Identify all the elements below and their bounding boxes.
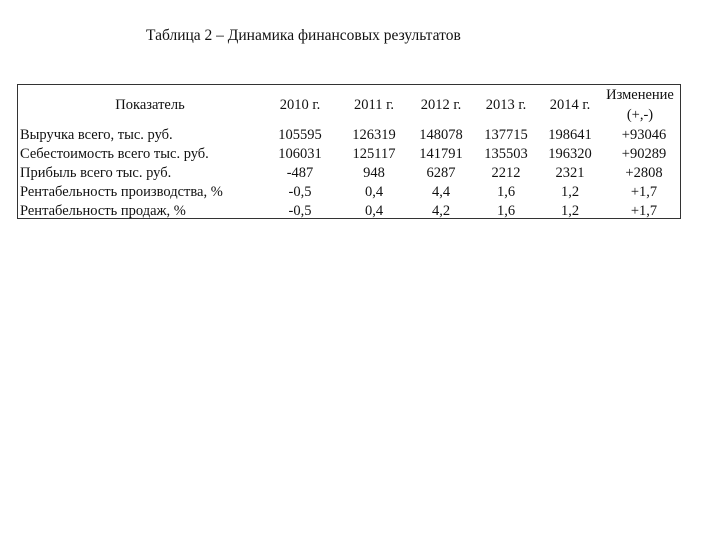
row-label: Себестоимость всего тыс. руб. bbox=[20, 146, 209, 162]
cell-2012: 141791 bbox=[419, 146, 463, 162]
header-change-line2: (+,-) bbox=[626, 107, 654, 123]
header-year-2011: 2011 г. bbox=[353, 97, 395, 113]
cell-2014: 1,2 bbox=[560, 203, 580, 219]
cell-2011: 0,4 bbox=[364, 203, 384, 219]
row-label: Выручка всего, тыс. руб. bbox=[20, 127, 173, 143]
cell-2012: 4,4 bbox=[431, 184, 451, 200]
cell-2013: 1,6 bbox=[496, 184, 516, 200]
cell-2014: 1,2 bbox=[560, 184, 580, 200]
cell-2014: 198641 bbox=[548, 127, 592, 143]
cell-2012: 4,2 bbox=[431, 203, 451, 219]
cell-change: +1,7 bbox=[630, 203, 658, 219]
header-indicator: Показатель bbox=[115, 97, 185, 113]
cell-2012: 148078 bbox=[419, 127, 463, 143]
cell-2010: -487 bbox=[286, 165, 314, 181]
cell-2010: -0,5 bbox=[288, 184, 312, 200]
cell-2010: -0,5 bbox=[288, 203, 312, 219]
row-label: Прибыль всего тыс. руб. bbox=[20, 165, 172, 181]
cell-2013: 1,6 bbox=[496, 203, 516, 219]
cell-2010: 106031 bbox=[278, 146, 322, 162]
cell-2014: 2321 bbox=[555, 165, 585, 181]
cell-2012: 6287 bbox=[426, 165, 456, 181]
cell-2013: 135503 bbox=[484, 146, 528, 162]
header-year-2010: 2010 г. bbox=[279, 97, 321, 113]
cell-change: +1,7 bbox=[630, 184, 658, 200]
header-year-2014: 2014 г. bbox=[549, 97, 591, 113]
header-change-line1: Изменение bbox=[606, 87, 674, 103]
cell-2011: 0,4 bbox=[364, 184, 384, 200]
cell-2011: 125117 bbox=[352, 146, 396, 162]
row-label: Рентабельность продаж, % bbox=[20, 203, 186, 219]
cell-2011: 126319 bbox=[352, 127, 396, 143]
cell-2013: 2212 bbox=[491, 165, 521, 181]
cell-change: +90289 bbox=[621, 146, 667, 162]
cell-change: +93046 bbox=[621, 127, 667, 143]
header-year-2012: 2012 г. bbox=[420, 97, 462, 113]
cell-2011: 948 bbox=[363, 165, 385, 181]
cell-2013: 137715 bbox=[484, 127, 528, 143]
cell-2010: 105595 bbox=[278, 127, 322, 143]
table-title: Таблица 2 – Динамика финансовых результатов bbox=[146, 27, 461, 44]
row-label: Рентабельность производства, % bbox=[20, 184, 223, 200]
cell-change: +2808 bbox=[625, 165, 663, 181]
header-year-2013: 2013 г. bbox=[485, 97, 527, 113]
cell-2014: 196320 bbox=[548, 146, 592, 162]
financial-results-table bbox=[17, 84, 681, 219]
